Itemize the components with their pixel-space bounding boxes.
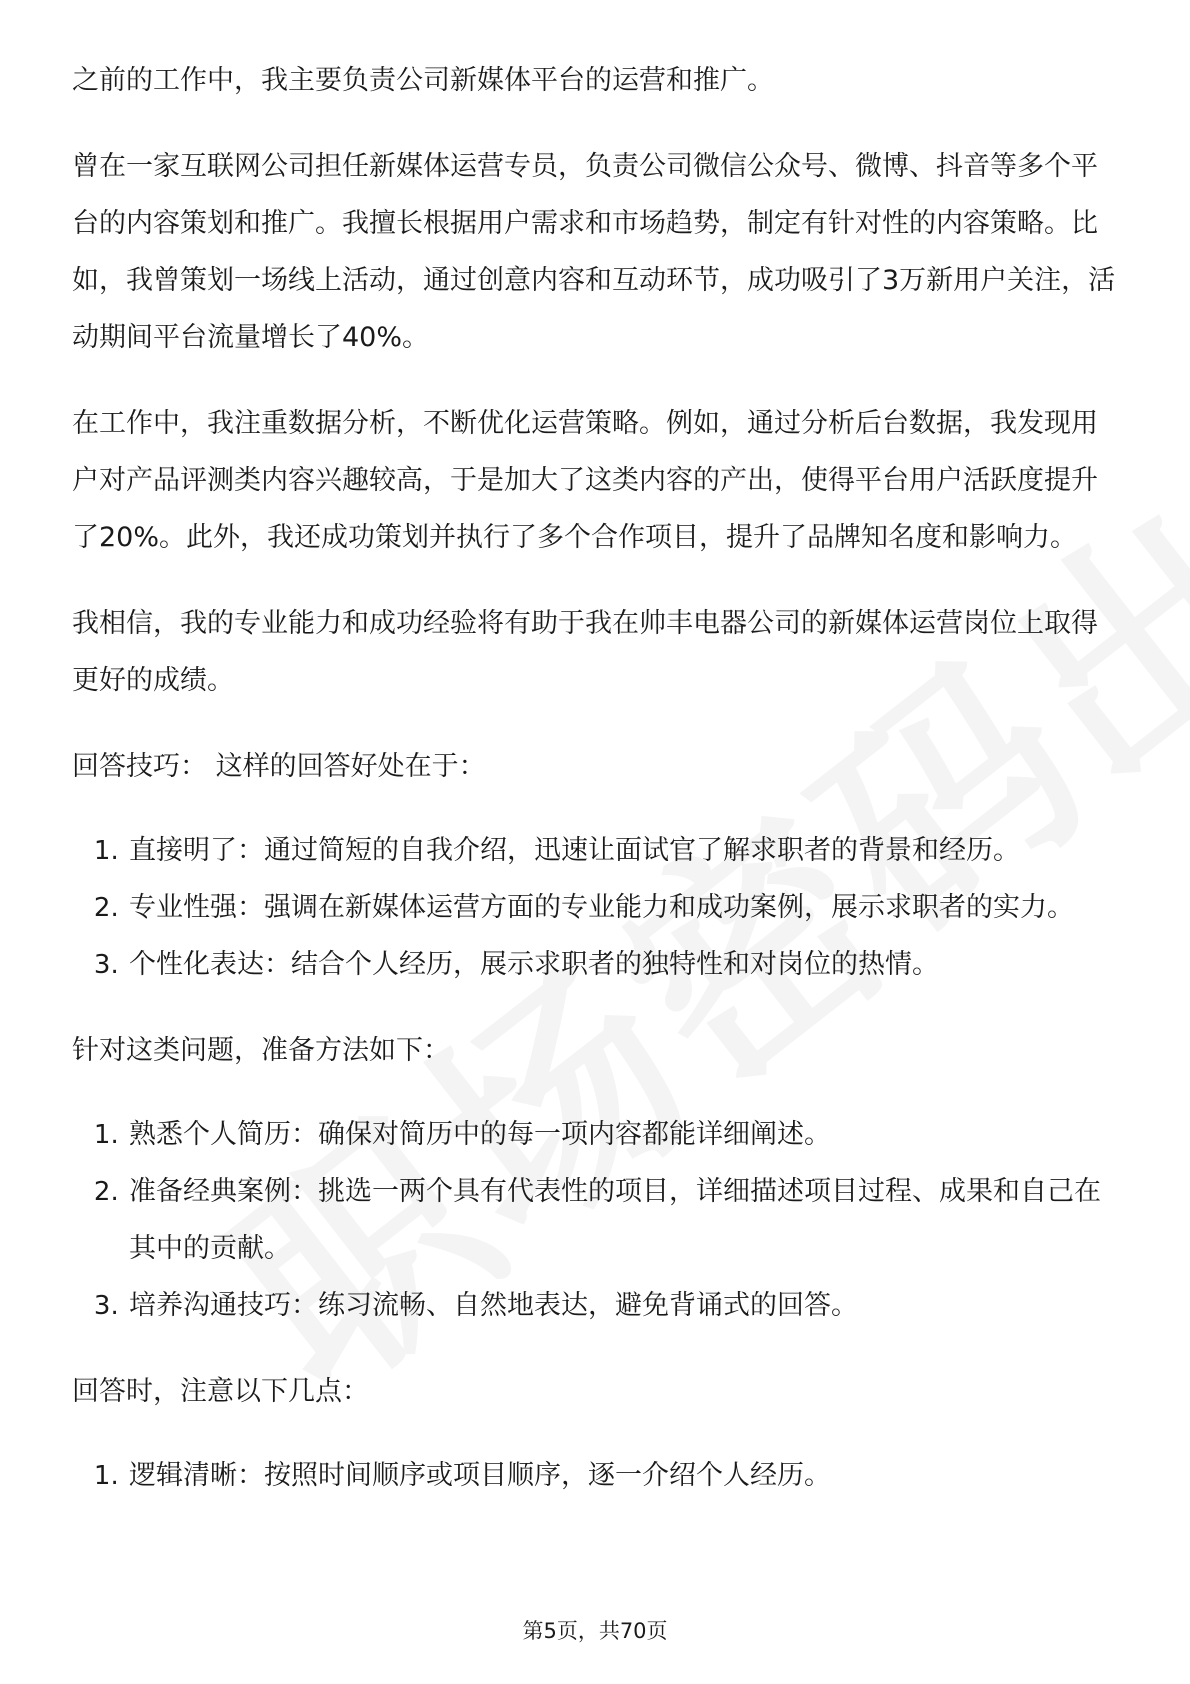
list-item: 2. 准备经典案例：挑选一两个具有代表性的项目，详细描述项目过程、成果和自己在其中的贡献。 [127, 1163, 1122, 1277]
preparation-list [72, 1106, 1122, 1334]
list-item: 2. 专业性强：强调在新媒体运营方面的专业能力和成功案例，展示求职者的实力。 [127, 879, 1122, 936]
list-item: 3. 个性化表达：结合个人经历，展示求职者的独特性和对岗位的热情。 [127, 936, 1122, 993]
notes-list [72, 1447, 1122, 1504]
paragraph-confidence: 我相信，我的专业能力和成功经验将有助于我在帅丰电器公司的新媒体运营岗位上取得更好的成绩。 [72, 608, 1098, 696]
notes-heading: 回答时，注意以下几点： [72, 1376, 369, 1407]
list-item: 1. 直接明了：通过简短的自我介绍，迅速让面试官了解求职者的背景和经历。 [127, 822, 1122, 879]
list-item: 1. 逻辑清晰：按照时间顺序或项目顺序，逐一介绍个人经历。 [127, 1447, 1122, 1504]
list-item: 3. 培养沟通技巧：练习流畅、自然地表达，避免背诵式的回答。 [127, 1277, 1122, 1334]
list-item: 1. 熟悉个人简历：确保对简历中的每一项内容都能详细阐述。 [127, 1106, 1122, 1163]
preparation-heading: 针对这类问题，准备方法如下： [72, 1035, 450, 1066]
paragraph-experience: 曾在一家互联网公司担任新媒体运营专员，负责公司微信公众号、微博、抖音等多个平台的内容策划和推广。我擅长根据用户需求和市场趋势，制定有针对性的内容策略。比如，我曾策划一场线上活动，通过创意内容和互动环节，成功吸引了3万新用户关注，活动期间平台流量增长了40%。 [72, 151, 1116, 353]
paragraph-data-analysis: 在工作中，我注重数据分析，不断优化运营策略。例如，通过分析后台数据，我发现用户对产品评测类内容兴趣较高，于是加大了这类内容的产出，使得平台用户活跃度提升了20%。此外，我还成功策划并执行了多个合作项目，提升了品牌知名度和影响力。 [72, 408, 1098, 553]
page-number: 第5页，共70页 [522, 1619, 668, 1643]
paragraph-intro: 之前的工作中，我主要负责公司新媒体平台的运营和推广。 [72, 65, 774, 96]
tips-list [72, 822, 1122, 993]
page-content [72, 52, 1122, 1533]
tips-heading: 回答技巧： 这样的回答好处在于： [72, 751, 486, 782]
